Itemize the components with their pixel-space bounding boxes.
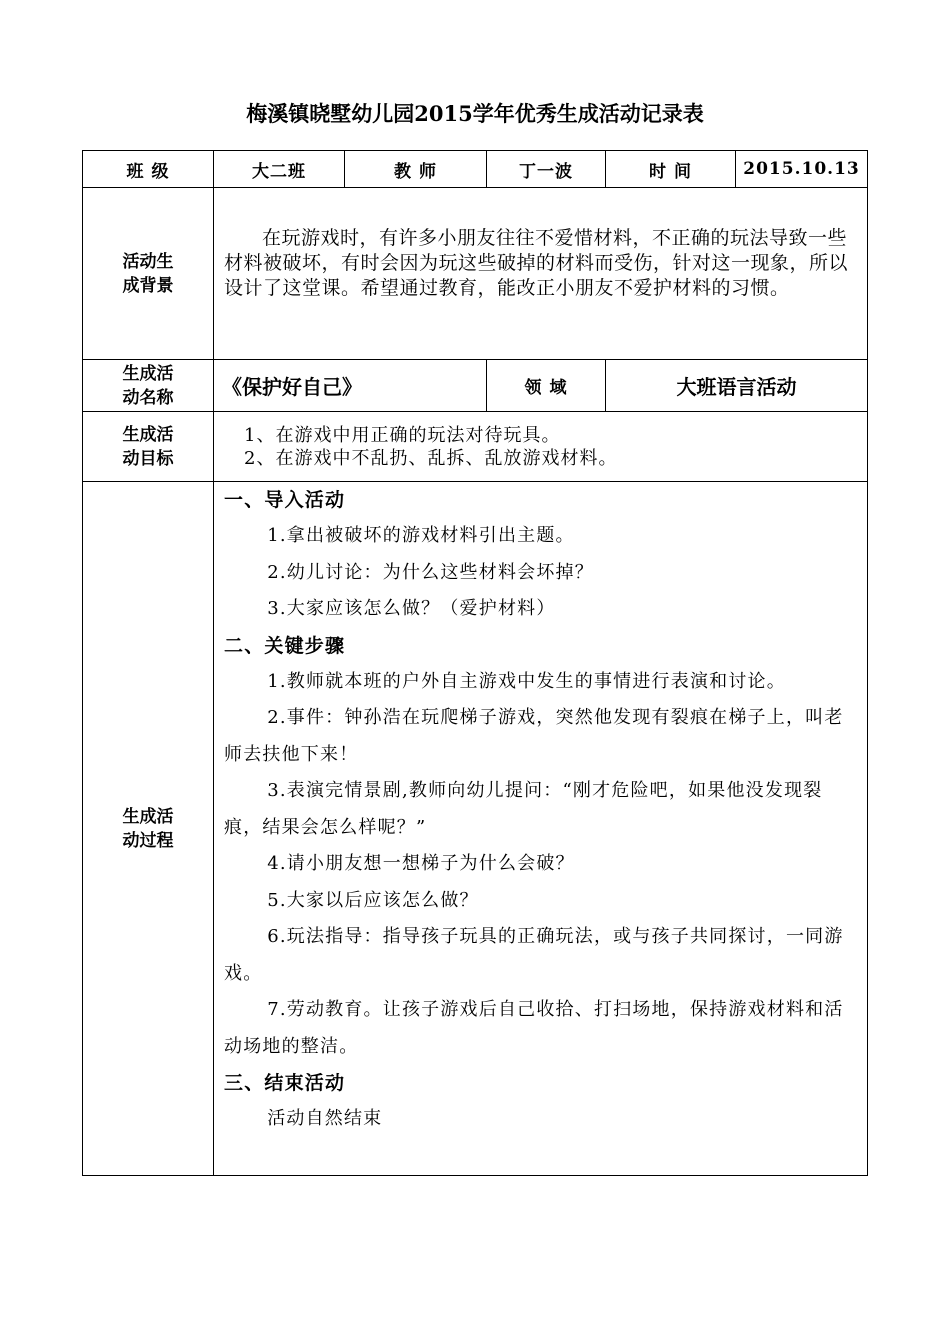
goals-label-line1: 生成活 [122,424,174,445]
process-step: 6.玩法指导：指导孩子玩具的正确玩法，或与孩子共同探讨，一同游戏。 [224,926,844,984]
goals-list [214,412,868,482]
teacher-value: 丁一波 [487,151,606,188]
process-step: 3.大家应该怎么做？（爱护材料） [267,598,556,619]
header-row [83,151,868,188]
process-step: 5.大家以后应该怎么做？ [267,889,479,911]
process-step: 1.教师就本班的户外自主游戏中发生的事情进行表演和讨论。 [267,670,786,692]
domain-value: 大班语言活动 [606,360,868,412]
process-content [214,482,868,1176]
background-text-cell [214,188,868,360]
background-label-line1: 活动生 [122,251,174,272]
section-heading-intro: 一、导入活动 [224,489,346,511]
process-step: 7.劳动教育。让孩子游戏后自己收拾、打扫场地，保持游戏材料和活动场地的整洁。 [224,999,844,1057]
process-step: 1.拿出被破坏的游戏材料引出主题。 [267,525,575,546]
process-label-line1: 生成活 [122,806,174,827]
activity-name-label-line1: 生成活 [122,363,174,384]
background-label-line2: 成背景 [122,275,174,296]
teacher-label: 教 师 [345,151,487,188]
process-label [83,482,214,1176]
goals-label-line2: 动目标 [122,448,174,469]
activity-record-table [82,150,868,1176]
background-label [83,188,214,360]
process-step: 活动自然结束 [267,1108,383,1129]
goal-item: 1、在游戏中用正确的玩法对待玩具。 [244,424,561,446]
goals-label [83,412,214,482]
section-heading-key-steps: 二、关键步骤 [224,634,346,657]
class-label: 班 级 [83,151,214,188]
process-step: 4.请小朋友想一想梯子为什么会破？ [267,853,575,874]
background-row [83,188,868,360]
goals-row [83,412,868,482]
activity-name-label-line2: 动名称 [122,387,174,408]
process-step: 3.表演完情景剧,教师向幼儿提问：“刚才危险吧，如果他没发现裂痕，结果会怎么样呢？” [224,780,823,838]
page-title: 梅溪镇晓墅幼儿园2015学年优秀生成活动记录表 [246,101,704,126]
process-step: 2.事件：钟孙浩在玩爬梯子游戏，突然他发现有裂痕在梯子上，叫老师去扶他下来！ [224,707,844,765]
class-value: 大二班 [214,151,345,188]
activity-name-value: 《保护好自己》 [214,360,487,412]
activity-name-row [83,360,868,412]
process-step: 2.幼儿讨论：为什么这些材料会坏掉？ [267,561,594,583]
background-text: 在玩游戏时，有许多小朋友往往不爱惜材料，不正确的玩法导致一些材料被破坏，有时会因为玩这些破掉的材料而受伤，针对这一现象，所以设计了这堂课。希望通过教育，能改正小朋友不爱护材料的习惯。 [224,227,849,299]
goal-item: 2、在游戏中不乱扔、乱拆、乱放游戏材料。 [244,447,618,469]
domain-label: 领 域 [487,360,606,412]
time-label: 时 间 [606,151,736,188]
section-heading-ending: 三、结束活动 [224,1072,346,1094]
activity-name-label [83,360,214,412]
process-label-line2: 动过程 [122,830,174,851]
time-value: 2015.10.13 [736,151,868,188]
process-row [83,482,868,1176]
